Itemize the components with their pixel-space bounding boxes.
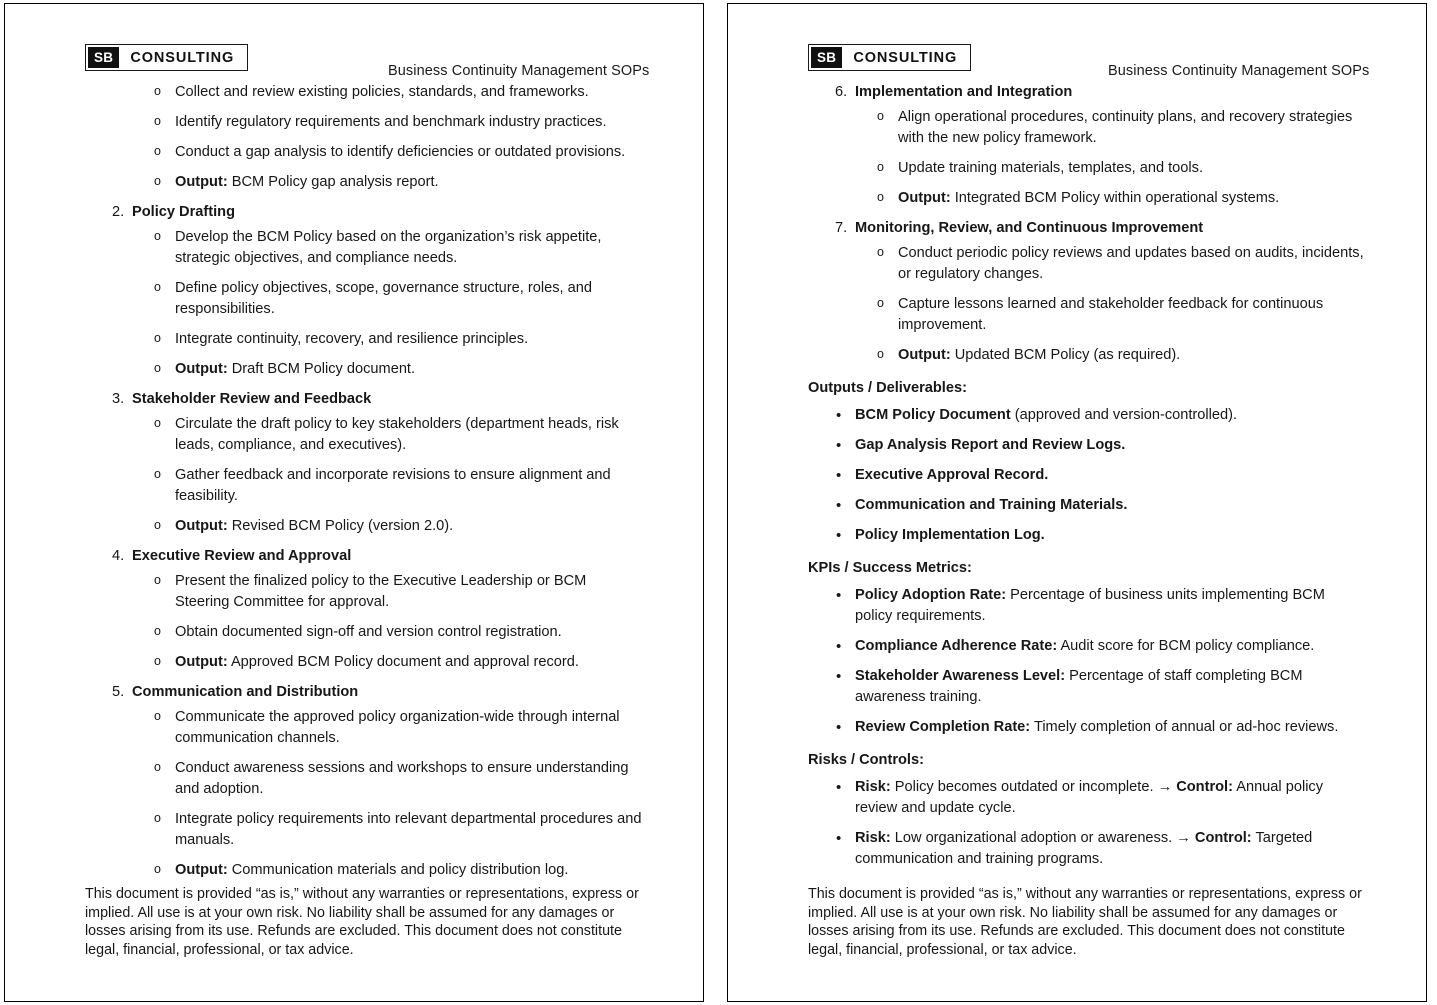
output-item <box>85 652 643 673</box>
output-item <box>808 345 1366 366</box>
hollow-bullet-icon: o <box>154 114 161 128</box>
hollow-bullet-icon: o <box>154 331 161 345</box>
list-item-text: Obtain documented sign-off and version control registration. <box>175 624 562 640</box>
hollow-bullet-icon: o <box>154 229 161 243</box>
list-item-text: Circulate the draft policy to key stakeholders (department heads, risk leads, compliance, and executives). <box>175 416 619 453</box>
control-text: Annual policy review and update cycle. <box>855 779 1324 816</box>
filled-bullet-icon: • <box>836 830 842 847</box>
hollow-bullet-icon: o <box>154 624 161 638</box>
output-label: Output: <box>175 361 228 377</box>
list-item <box>85 278 643 320</box>
step-title: Communication and Distribution <box>132 684 359 700</box>
list-item-text: Integrate continuity, recovery, and resilience principles. <box>175 331 529 347</box>
list-item <box>808 405 1366 426</box>
filled-bullet-icon: • <box>836 668 842 685</box>
output-label: Output: <box>898 190 951 206</box>
list-item <box>808 158 1366 179</box>
list-item <box>85 329 643 350</box>
list-item-text: Conduct awareness sessions and workshops to ensure understanding and adoption. <box>175 760 629 797</box>
step-heading-6 <box>808 82 1366 103</box>
hollow-bullet-icon: o <box>154 144 161 158</box>
filled-bullet-icon: • <box>836 467 842 484</box>
filled-bullet-icon: • <box>836 587 842 604</box>
brand-logo <box>808 44 971 71</box>
step-title: Executive Review and Approval <box>132 548 352 564</box>
item-text: Percentage of staff completing BCM awareness training. <box>855 668 1303 705</box>
hollow-bullet-icon: o <box>154 862 161 876</box>
section-heading-outputs: Outputs / Deliverables: <box>808 380 967 396</box>
step-number: 7. <box>835 220 848 236</box>
step-heading-3 <box>85 389 643 410</box>
hollow-bullet-icon: o <box>154 174 161 188</box>
hollow-bullet-icon: o <box>877 347 884 361</box>
list-item-text: Gather feedback and incorporate revisions to ensure alignment and feasibility. <box>175 467 611 504</box>
output-item <box>85 172 643 193</box>
step-number: 5. <box>112 684 125 700</box>
output-label: Output: <box>175 654 228 670</box>
arrow-icon: → <box>1157 779 1173 795</box>
list-item-text: Define policy objectives, scope, governance structure, roles, and responsibilities. <box>175 280 592 317</box>
hollow-bullet-icon: o <box>154 573 161 587</box>
step-heading-7 <box>808 218 1366 239</box>
list-item-text: Update training materials, templates, and tools. <box>898 160 1204 176</box>
output-text: Updated BCM Policy (as required). <box>954 347 1181 363</box>
logo-wordmark: CONSULTING <box>130 49 235 66</box>
step-title: Stakeholder Review and Feedback <box>132 391 372 407</box>
output-label: Output: <box>898 347 951 363</box>
item-label: Policy Adoption Rate: <box>855 587 1007 603</box>
output-label: Output: <box>175 862 228 878</box>
risk-label: Risk: <box>855 830 891 846</box>
item-label: Policy Implementation Log. <box>855 527 1045 543</box>
step-heading-2 <box>85 202 643 223</box>
step-heading-4 <box>85 546 643 567</box>
hollow-bullet-icon: o <box>154 84 161 98</box>
output-label: Output: <box>175 518 228 534</box>
disclaimer-text: This document is provided “as is,” without any warranties or representations, express or implied. All use is at your own risk. No liability shall be assumed for any damages or losses arising from its use. Refunds are excluded. This document does not constitute legal, financial, professional, or tax advice. <box>85 886 639 958</box>
list-item <box>808 585 1366 627</box>
hollow-bullet-icon: o <box>154 467 161 481</box>
control-label: Control: <box>1190 830 1252 846</box>
risk-text: Low organizational adoption or awareness. <box>890 830 1177 846</box>
item-text: Percentage of business units implementing BCM policy requirements. <box>855 587 1325 624</box>
left-page-content <box>5 82 703 890</box>
item-label: Gap Analysis Report and Review Logs. <box>855 437 1126 453</box>
hollow-bullet-icon: o <box>877 109 884 123</box>
control-label: Control: <box>1172 779 1233 795</box>
disclaimer-text: This document is provided “as is,” without any warranties or representations, express or implied. All use is at your own risk. No liability shall be assumed for any damages or losses arising from its use. Refunds are excluded. This document does not constitute legal, financial, professional, or tax advice. <box>808 886 1362 958</box>
step-number: 4. <box>112 548 125 564</box>
page-title: Business Continuity Management SOPs <box>388 63 650 79</box>
filled-bullet-icon: • <box>836 779 842 796</box>
step-number: 3. <box>112 391 125 407</box>
list-item-text: Conduct periodic policy reviews and updates based on audits, incidents, or regulatory changes. <box>898 245 1364 282</box>
hollow-bullet-icon: o <box>877 160 884 174</box>
page-title: Business Continuity Management SOPs <box>1108 63 1370 79</box>
list-item <box>808 243 1366 285</box>
list-item <box>85 622 643 643</box>
arrow-icon: → <box>1176 830 1191 846</box>
page-left <box>4 3 704 1002</box>
output-text: Revised BCM Policy (version 2.0). <box>231 518 454 534</box>
logo-wordmark: CONSULTING <box>853 49 958 66</box>
step-number: 6. <box>835 84 848 100</box>
output-text: Integrated BCM Policy within operational systems. <box>954 190 1280 206</box>
list-item-text: Capture lessons learned and stakeholder feedback for continuous improvement. <box>898 296 1324 333</box>
risk-text: Policy becomes outdated or incomplete. <box>890 779 1158 795</box>
output-text: BCM Policy gap analysis report. <box>231 174 439 190</box>
list-item <box>808 717 1366 738</box>
item-label: BCM Policy Document <box>855 407 1011 423</box>
item-text: Timely completion of annual or ad-hoc reviews. <box>1030 719 1339 735</box>
step-number: 2. <box>112 204 125 220</box>
list-item-text: Identify regulatory requirements and benchmark industry practices. <box>175 114 607 130</box>
output-text: Communication materials and policy distribution log. <box>231 862 569 878</box>
page-header-left <box>5 4 703 79</box>
list-item <box>808 294 1366 336</box>
output-text: Approved BCM Policy document and approval record. <box>230 654 579 670</box>
hollow-bullet-icon: o <box>877 190 884 204</box>
list-item <box>85 414 643 456</box>
hollow-bullet-icon: o <box>154 280 161 294</box>
list-item-text: Present the finalized policy to the Executive Leadership or BCM Steering Committee for approval. <box>175 573 587 610</box>
risk-label: Risk: <box>855 779 891 795</box>
list-item-text: Communicate the approved policy organization-wide through internal communication channels. <box>175 709 620 746</box>
item-label: Compliance Adherence Rate: <box>855 638 1058 654</box>
step-title: Monitoring, Review, and Continuous Improvement <box>855 220 1204 236</box>
step-title: Implementation and Integration <box>855 84 1073 100</box>
right-page-content <box>728 82 1426 879</box>
hollow-bullet-icon: o <box>154 654 161 668</box>
hollow-bullet-icon: o <box>154 361 161 375</box>
list-item-text: Align operational procedures, continuity plans, and recovery strategies with the new policy framework. <box>898 109 1353 146</box>
list-item <box>808 666 1366 708</box>
list-item <box>85 142 643 163</box>
item-label: Executive Approval Record. <box>855 467 1049 483</box>
list-item <box>808 465 1366 486</box>
hollow-bullet-icon: o <box>154 811 161 825</box>
section-heading-risks: Risks / Controls: <box>808 752 924 768</box>
step-heading-5 <box>85 682 643 703</box>
filled-bullet-icon: • <box>836 497 842 514</box>
list-item-text: Collect and review existing policies, standards, and frameworks. <box>175 84 589 100</box>
filled-bullet-icon: • <box>836 638 842 655</box>
item-label: Communication and Training Materials. <box>855 497 1128 513</box>
list-item <box>808 636 1366 657</box>
list-item <box>808 107 1366 149</box>
list-item <box>85 227 643 269</box>
page-header-right <box>728 4 1426 79</box>
item-text: (approved and version-controlled). <box>1010 407 1238 423</box>
output-item <box>85 860 643 881</box>
logo-mark-sb: SB <box>811 47 842 68</box>
output-item <box>85 516 643 537</box>
item-label: Review Completion Rate: <box>855 719 1031 735</box>
item-text: Audit score for BCM policy compliance. <box>1057 638 1315 654</box>
list-item-text: Conduct a gap analysis to identify deficiencies or outdated provisions. <box>175 144 626 160</box>
list-item <box>808 495 1366 516</box>
hollow-bullet-icon: o <box>154 416 161 430</box>
output-label: Output: <box>175 174 228 190</box>
output-item <box>808 188 1366 209</box>
logo-mark-sb: SB <box>88 47 119 68</box>
list-item <box>808 777 1366 819</box>
list-item <box>808 525 1366 546</box>
filled-bullet-icon: • <box>836 407 842 424</box>
output-text: Draft BCM Policy document. <box>231 361 416 377</box>
output-item <box>85 359 643 380</box>
hollow-bullet-icon: o <box>154 709 161 723</box>
list-item <box>85 112 643 133</box>
list-item <box>85 707 643 749</box>
section-heading-kpis: KPIs / Success Metrics: <box>808 560 972 576</box>
page-right <box>727 3 1427 1002</box>
list-item <box>85 465 643 507</box>
list-item-text: Integrate policy requirements into relevant departmental procedures and manuals. <box>175 811 642 848</box>
list-item <box>85 809 643 851</box>
brand-logo <box>85 44 248 71</box>
step-title: Policy Drafting <box>132 204 235 220</box>
control-text: Targeted communication and training programs. <box>855 830 1313 867</box>
list-item <box>808 828 1366 870</box>
filled-bullet-icon: • <box>836 437 842 454</box>
filled-bullet-icon: • <box>836 527 842 544</box>
hollow-bullet-icon: o <box>154 760 161 774</box>
hollow-bullet-icon: o <box>154 518 161 532</box>
hollow-bullet-icon: o <box>877 296 884 310</box>
list-item-text: Develop the BCM Policy based on the organization’s risk appetite, strategic objectives, and compliance needs. <box>175 229 602 266</box>
item-label: Stakeholder Awareness Level: <box>855 668 1066 684</box>
list-item <box>85 82 643 103</box>
filled-bullet-icon: • <box>836 719 842 736</box>
hollow-bullet-icon: o <box>877 245 884 259</box>
list-item <box>85 571 643 613</box>
list-item <box>85 758 643 800</box>
list-item <box>808 435 1366 456</box>
